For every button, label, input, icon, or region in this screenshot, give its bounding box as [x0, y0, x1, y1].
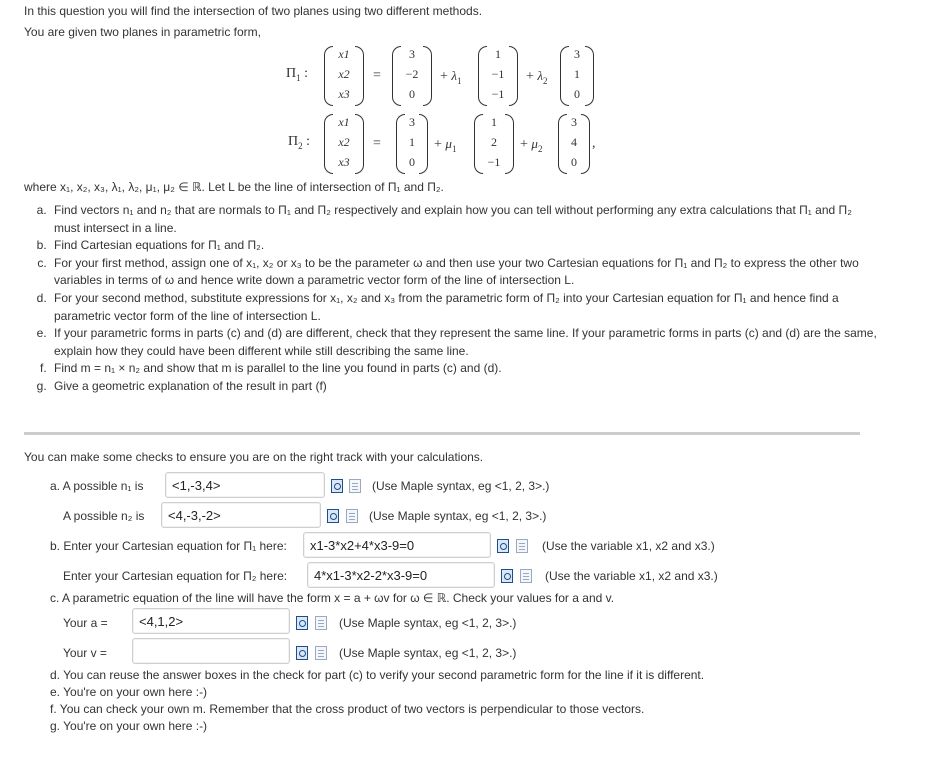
intro-line-2: You are given two planes in parametric form,	[24, 25, 262, 39]
check-b2-label: Enter your Cartesian equation for Π₂ here:	[63, 569, 288, 583]
check-a2-hint: (Use Maple syntax, eg <1, 2, 3>.)	[369, 509, 547, 523]
check-cv-label: Your v =	[63, 646, 107, 660]
syntax-help-icon[interactable]	[346, 509, 358, 523]
question-a: a. Find vectors n₁ and n₂ that are normals to Π₁ and Π₂ respectively and explain how you can tell without performing any extra calculations that Π₁ and Π₂ must intersect in a line.	[50, 202, 880, 237]
preview-icon[interactable]	[327, 509, 339, 523]
n2-answer-input[interactable]: <4,-3,-2>	[161, 502, 321, 528]
section-divider	[24, 432, 860, 435]
syntax-help-icon[interactable]	[520, 569, 532, 583]
v-vector-input[interactable]	[132, 638, 290, 664]
check-d-text: d. You can reuse the answer boxes in the check for part (c) to verify your second parametric form for the line if it is different.	[50, 668, 705, 682]
question-f: f. Find m = n₁ × n₂ and show that m is parallel to the line you found in parts (c) and (d).	[50, 360, 880, 378]
question-g: g. Give a geometric explanation of the result in part (f)	[50, 378, 880, 396]
plane2-cartesian-input[interactable]: 4*x1-3*x2-2*x3-9=0	[307, 562, 495, 588]
question-e: e. If your parametric forms in parts (c) and (d) are different, check that they represent the same line. If your parametric forms in parts (c) and (d) are the same, explain how they could have been different while still describing the same line.	[50, 325, 880, 360]
question-list	[36, 202, 880, 396]
check-a-hint: (Use Maple syntax, eg <1, 2, 3>.)	[372, 479, 550, 493]
n1-answer-input[interactable]: <1,-3,4>	[165, 472, 325, 498]
check-f-text: f. You can check your own m. Remember that the cross product of two vectors is perpendicular to those vectors.	[50, 702, 645, 716]
preview-icon[interactable]	[296, 616, 308, 630]
where-statement: where x₁, x₂, x₃, λ₁, λ₂, μ₁, μ₂ ∈ ℝ. Let L be the line of intersection of Π₁ and Π₂.	[24, 180, 444, 194]
checks-intro: You can make some checks to ensure you are on the right track with your calculations.	[24, 450, 484, 464]
check-a-label: a. A possible n₁ is	[50, 479, 144, 493]
plane1-cartesian-input[interactable]: x1-3*x2+4*x3-9=0	[303, 532, 491, 558]
question-d: d. For your second method, substitute expressions for x₁, x₂ and x₃ from the parametric form of Π₂ into your Cartesian equation for Π₁ and hence find a parametric vector form of the line of intersection L.	[50, 290, 880, 325]
plane-1-direction-2: 3 1 0	[560, 46, 594, 106]
check-ca-hint: (Use Maple syntax, eg <1, 2, 3>.)	[339, 616, 517, 630]
check-b-label: b. Enter your Cartesian equation for Π₁ here:	[50, 539, 287, 553]
preview-icon[interactable]	[331, 479, 343, 493]
question-c: c. For your first method, assign one of x₁, x₂ or x₃ to be the parameter ω and then use your two Cartesian equations for Π₁ and Π₂ to express the other two variables in terms of ω and hence write down a parametric vector form of the line of intersection L.	[50, 255, 880, 290]
check-a2-label: A possible n₂ is	[63, 509, 145, 523]
syntax-help-icon[interactable]	[349, 479, 361, 493]
check-ca-label: Your a =	[63, 616, 108, 630]
plane-2-lhs-vector: x1 x2 x3	[324, 114, 364, 174]
syntax-help-icon[interactable]	[315, 616, 327, 630]
plane-2-direction-1: 1 2 −1	[474, 114, 514, 174]
check-cv-hint: (Use Maple syntax, eg <1, 2, 3>.)	[339, 646, 517, 660]
check-e-text: e. You're on your own here :-)	[50, 685, 208, 699]
preview-icon[interactable]	[501, 569, 513, 583]
syntax-help-icon[interactable]	[516, 539, 528, 553]
preview-icon[interactable]	[296, 646, 308, 660]
plane-1-direction-1: 1 −1 −1	[478, 46, 518, 106]
plane-1-lhs-vector: x1 x2 x3	[324, 46, 364, 106]
question-b: b. Find Cartesian equations for Π₁ and Π₂.	[50, 237, 880, 255]
check-g-text: g. You're on your own here :-)	[50, 719, 208, 733]
plane-1-label: Π	[286, 66, 297, 81]
check-c-label: c. A parametric equation of the line will have the form x = a + ωv for ω ∈ ℝ. Check your values for a and v.	[50, 591, 615, 605]
a-vector-input[interactable]: <4,1,2>	[132, 608, 290, 634]
check-b-hint: (Use the variable x1, x2 and x3.)	[542, 539, 715, 553]
preview-icon[interactable]	[497, 539, 509, 553]
plane-2-point-vector: 3 1 0	[396, 114, 428, 174]
plane-2-label: Π	[288, 134, 299, 149]
intro-line-1: In this question you will find the intersection of two planes using two different methods.	[24, 4, 483, 18]
syntax-help-icon[interactable]	[315, 646, 327, 660]
check-b2-hint: (Use the variable x1, x2 and x3.)	[545, 569, 718, 583]
plane-2-direction-2: 3 4 0	[558, 114, 590, 174]
plane-1-point-vector: 3 −2 0	[392, 46, 432, 106]
